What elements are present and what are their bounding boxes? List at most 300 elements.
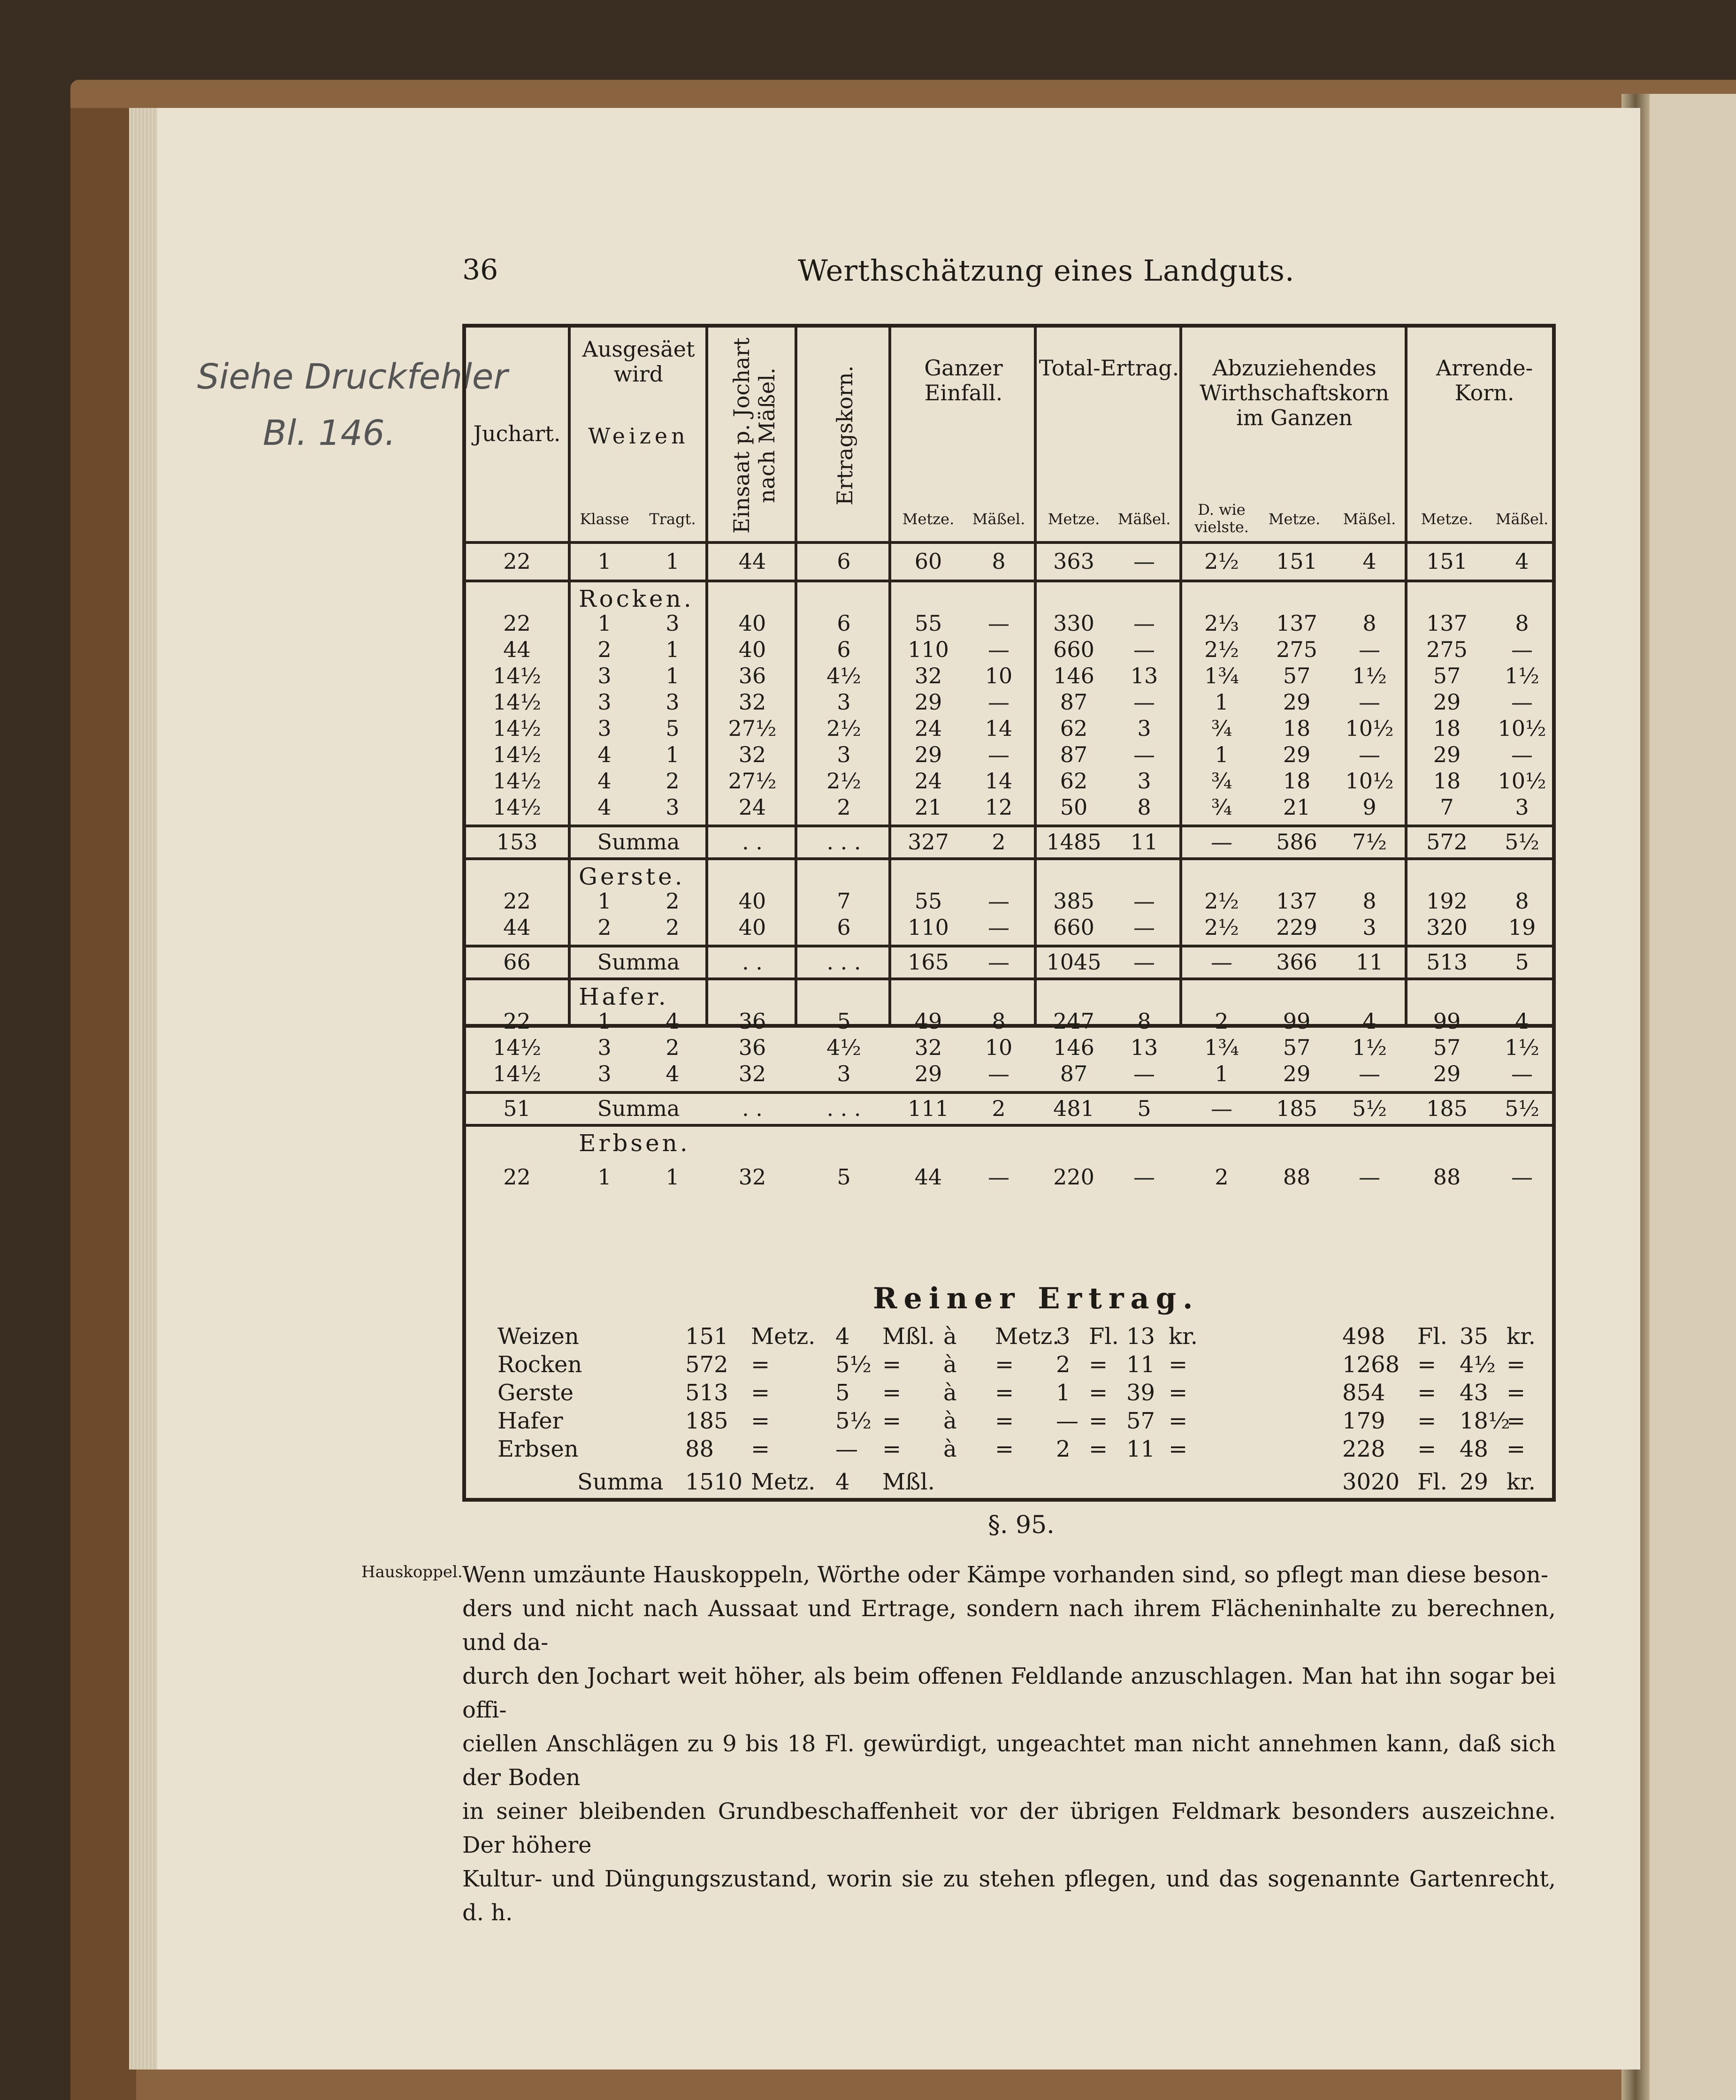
sub-metze: Metze.	[1048, 510, 1100, 528]
table-cell: 44	[503, 637, 531, 662]
table-cell: 1½	[1505, 663, 1539, 688]
table-cell: 87	[1060, 742, 1088, 767]
handwritten-note-line1: Siehe Druckfehler	[197, 357, 508, 397]
table-cell: 29	[1433, 1061, 1461, 1086]
table-cell: 3	[597, 689, 612, 715]
summa-cell: —	[988, 949, 1009, 975]
col-line	[568, 328, 571, 1024]
net-yield-name: Erbsen	[497, 1436, 579, 1462]
table-cell: 14	[985, 716, 1013, 741]
net-yield-tfu: =	[1417, 1380, 1437, 1406]
sub-metze: Metze.	[902, 510, 955, 528]
table-cell: 2	[597, 915, 612, 940]
paragraph-line: in seiner bleibenden Grundbeschaffenheit vor der übrigen Feldmark besonders auszeichne. Der höhere	[462, 1798, 1556, 1858]
table-cell: —	[1133, 1061, 1155, 1086]
table-cell: 32	[738, 742, 766, 767]
sub-metze: Metze.	[1268, 510, 1321, 528]
table-cell: —	[1133, 915, 1155, 940]
table-cell: 3	[837, 689, 851, 715]
summa-cell: 111	[908, 1096, 949, 1121]
table-cell: —	[988, 637, 1009, 662]
net-yield-m: 5½	[835, 1408, 872, 1434]
net-yield-m: 4	[835, 1323, 850, 1350]
crop-label: Erbsen.	[579, 1130, 690, 1157]
net-yield-tku: kr.	[1507, 1323, 1536, 1350]
table-cell: 9	[1362, 794, 1377, 820]
net-yield-fu: =	[1089, 1408, 1108, 1434]
table-cell: 24	[914, 716, 942, 741]
summa-cell: 165	[908, 949, 949, 975]
table-cell: 14½	[492, 716, 542, 741]
net-yield-a: à	[943, 1408, 957, 1434]
table-cell: ¾	[1211, 768, 1232, 794]
table-cell: 12	[985, 794, 1013, 820]
col-einsaat: Einsaat p. Jochart nach Mäßel.	[729, 337, 780, 534]
sub-maessel: Mäßel.	[1495, 510, 1549, 528]
net-yield-fu: =	[1089, 1380, 1108, 1406]
summa-cell: 1045	[1046, 949, 1101, 975]
table-cell: —	[1511, 637, 1533, 662]
paragraph-line: ders und nicht nach Aussaat und Ertrage, sondern nach ihrem Flächeninhalte zu berechnen, und da-	[462, 1596, 1556, 1656]
net-yield-row	[497, 1408, 1539, 1435]
table-cell: 2	[665, 888, 680, 914]
net-yield-tkr: 48	[1460, 1436, 1489, 1462]
table-cell: 22	[503, 611, 531, 636]
table-cell: 1	[1215, 742, 1229, 767]
net-yield-tfl: 228	[1342, 1436, 1385, 1462]
table-cell: —	[988, 689, 1009, 715]
table-cell: 18	[1283, 768, 1311, 794]
summa-cell: . . .	[826, 949, 861, 975]
summa-cell: 5	[1137, 1096, 1151, 1121]
table-cell: 13	[1130, 663, 1158, 688]
summa-cell: 51	[503, 1096, 531, 1121]
handwritten-note-line2: Bl. 146.	[263, 413, 396, 453]
net-yield-m: 5½	[835, 1352, 872, 1378]
table-cell: 3	[1137, 768, 1151, 794]
table-cell: 57	[1433, 663, 1461, 688]
table-cell: 14½	[492, 689, 542, 715]
table-cell: 247	[1053, 1008, 1094, 1034]
table-cell: 87	[1060, 689, 1088, 715]
table-cell: 62	[1060, 768, 1088, 794]
net-yield-qty: 513	[685, 1380, 728, 1406]
row-rule	[466, 825, 1552, 827]
table-cell: 88	[1433, 1164, 1461, 1190]
net-yield-fl: 2	[1056, 1436, 1071, 1462]
net-yield-name: Gerste	[497, 1380, 574, 1406]
net-yield-pm: =	[995, 1408, 1014, 1434]
table-cell: 2	[665, 915, 680, 940]
net-yield-a: à	[943, 1436, 957, 1462]
table-cell: 18	[1433, 716, 1461, 741]
table-cell: 29	[1283, 1061, 1311, 1086]
table-cell: 3	[1137, 716, 1151, 741]
paragraph-line: ciellen Anschlägen zu 9 bis 18 Fl. gewürdigt, ungeachtet man nicht annehmen kann, daß sich der Boden	[462, 1731, 1556, 1791]
table-cell: —	[988, 888, 1009, 914]
net-yield-tkr: 43	[1460, 1380, 1489, 1406]
table-cell: 8	[1362, 888, 1377, 914]
table-cell: 4	[1362, 1008, 1377, 1034]
yield-table	[462, 324, 1556, 1190]
net-yield-tku: =	[1507, 1408, 1526, 1434]
table-cell: 2	[665, 1035, 680, 1060]
table-cell: 385	[1053, 888, 1094, 914]
table-cell: 32	[738, 689, 766, 715]
summa-cell: 1485	[1046, 829, 1101, 855]
table-cell: 330	[1053, 611, 1094, 636]
table-cell: —	[1511, 1061, 1533, 1086]
table-cell: —	[1359, 1061, 1380, 1086]
table-cell: 99	[1433, 1008, 1461, 1034]
net-yield-tku: =	[1507, 1380, 1526, 1406]
table-cell: 6	[837, 611, 851, 636]
sub-metze: Metze.	[1421, 510, 1473, 528]
table-cell: 10½	[1498, 768, 1546, 794]
table-cell: 44	[914, 1164, 942, 1190]
table-cell: 29	[1433, 689, 1461, 715]
net-yield-m: 5	[835, 1380, 850, 1406]
table-cell: —	[988, 1061, 1009, 1086]
net-yield-row	[497, 1352, 1539, 1379]
table-cell: 5	[837, 1008, 851, 1034]
net-yield-u1: =	[751, 1380, 770, 1406]
table-cell: 10	[985, 663, 1013, 688]
table-cell: 1	[665, 742, 680, 767]
net-yield-tku: =	[1507, 1436, 1526, 1462]
table-cell: —	[1359, 637, 1380, 662]
table-cell: 110	[908, 637, 949, 662]
section-number: §. 95.	[988, 1511, 1055, 1539]
net-yield-fu: =	[1089, 1436, 1108, 1462]
col-line	[795, 328, 797, 1024]
net-yield-qty: 572	[685, 1352, 728, 1378]
summa-cell: Summa	[597, 1096, 680, 1121]
net-yield-tfl: 1268	[1342, 1352, 1400, 1378]
net-yield-kr: 11	[1126, 1436, 1155, 1462]
net-yield-tkr: 18½	[1460, 1408, 1510, 1434]
table-cell: 29	[1283, 742, 1311, 767]
table-cell: 29	[1433, 742, 1461, 767]
table-cell: 6	[837, 915, 851, 940]
col-weizen: Weizen	[588, 423, 689, 449]
table-cell: 8	[1515, 611, 1529, 636]
net-yield-u2: =	[882, 1408, 902, 1434]
table-cell: 10½	[1345, 716, 1394, 741]
table-cell: 1	[665, 1164, 680, 1190]
table-cell: 18	[1433, 768, 1461, 794]
table-cell: 40	[738, 915, 766, 940]
net-yield-fl: —	[1056, 1408, 1078, 1434]
table-cell: 57	[1283, 1035, 1311, 1060]
net-yield-tfu: =	[1417, 1352, 1437, 1378]
paragraph	[462, 1558, 1556, 1930]
table-cell: 2½	[1204, 915, 1239, 940]
table-cell: 1	[1215, 689, 1229, 715]
table-cell: —	[1511, 689, 1533, 715]
table-cell: 36	[738, 663, 766, 688]
table-cell: 1	[597, 549, 612, 574]
col-total-ertrag: Total-Ertrag.	[1039, 355, 1179, 381]
table-cell: 36	[738, 1035, 766, 1060]
table-cell: 3	[597, 716, 612, 741]
table-cell: 22	[503, 888, 531, 914]
table-cell: 50	[1060, 794, 1088, 820]
table-cell: 1	[665, 549, 680, 574]
net-yield-u1: =	[751, 1408, 770, 1434]
table-cell: 3	[1362, 915, 1377, 940]
table-cell: 3	[665, 794, 680, 820]
net-yield-u2: =	[882, 1436, 902, 1462]
table-cell: —	[1511, 1164, 1533, 1190]
table-cell: 4½	[826, 1035, 861, 1060]
table-cell: 44	[503, 915, 531, 940]
net-yield-pm: =	[995, 1380, 1014, 1406]
table-cell: 36	[738, 1008, 766, 1034]
table-cell: 1½	[1505, 1035, 1539, 1060]
table-cell: 1	[597, 1008, 612, 1034]
table-cell: 32	[914, 1035, 942, 1060]
summa-cell: 11	[1355, 949, 1384, 975]
col-line	[888, 328, 891, 1024]
row-rule	[466, 977, 1552, 980]
table-cell: 5	[665, 716, 680, 741]
table-cell: 22	[503, 549, 531, 574]
table-cell: 1¾	[1204, 663, 1239, 688]
table-cell: 146	[1053, 663, 1094, 688]
col-klasse: Klasse	[580, 510, 629, 528]
net-yield-tkr: 4½	[1460, 1352, 1496, 1378]
col-juchart: Juchart.	[473, 421, 561, 446]
table-cell: 57	[1283, 663, 1311, 688]
summa-qty: 1510	[685, 1469, 743, 1495]
table-cell: —	[1133, 689, 1155, 715]
table-cell: 7	[1440, 794, 1454, 820]
table-cell: 40	[738, 637, 766, 662]
col-line	[705, 328, 708, 1024]
table-cell: 32	[738, 1061, 766, 1086]
table-cell: 21	[1283, 794, 1311, 820]
net-yield-kr: 39	[1126, 1380, 1155, 1406]
table-cell: 4	[1362, 549, 1377, 574]
table-cell: 137	[1426, 611, 1468, 636]
table-cell: 2½	[826, 768, 861, 794]
table-cell: 110	[908, 915, 949, 940]
table-cell: 24	[914, 768, 942, 794]
net-yield-pm: =	[995, 1436, 1014, 1462]
net-yield-u2: =	[882, 1380, 902, 1406]
table-cell: 13	[1130, 1035, 1158, 1060]
summa-cell: . . .	[826, 829, 861, 855]
summa-cell: —	[1211, 1096, 1232, 1121]
table-cell: 2	[1215, 1164, 1229, 1190]
net-yield-title: Reiner Ertrag.	[873, 1281, 1200, 1315]
table-cell: —	[1359, 1164, 1380, 1190]
table-cell: 55	[914, 611, 942, 636]
table-cell: 8	[992, 1008, 1006, 1034]
table-cell: 4	[665, 1061, 680, 1086]
table-cell: 44	[738, 549, 766, 574]
table-cell: 1	[665, 637, 680, 662]
table-cell: —	[1359, 689, 1380, 715]
summa-cell: 5½	[1505, 829, 1539, 855]
table-cell: —	[988, 1164, 1009, 1190]
row-rule	[466, 580, 1552, 582]
net-yield-a: à	[943, 1323, 957, 1350]
summa-cell: 7½	[1352, 829, 1387, 855]
paragraph-line: Wenn umzäunte Hauskoppeln, Wörthe oder Kämpe vorhanden sind, so pflegt man diese beson-	[462, 1562, 1549, 1588]
net-yield-a: à	[943, 1352, 957, 1378]
summa-cell: 2	[992, 829, 1006, 855]
summa-cell: . . .	[826, 1096, 861, 1121]
col-tragt: Tragt.	[649, 510, 696, 528]
table-cell: 8	[992, 549, 1006, 574]
summa-u2: Mßl.	[882, 1469, 935, 1495]
table-cell: 3	[597, 1035, 612, 1060]
table-cell: —	[1133, 1164, 1155, 1190]
table-cell: 29	[914, 689, 942, 715]
table-cell: 2½	[1204, 637, 1239, 662]
summa-cell: 5½	[1352, 1096, 1387, 1121]
net-yield-tkr: 35	[1460, 1323, 1489, 1350]
table-cell: 19	[1508, 915, 1536, 940]
summa-cell: 5	[1515, 949, 1529, 975]
table-cell: 4	[597, 794, 612, 820]
col-line	[1034, 328, 1037, 1024]
table-cell: 8	[1515, 888, 1529, 914]
summa-cell: —	[1211, 829, 1232, 855]
summa-cell: Summa	[597, 829, 680, 855]
table-cell: 4	[597, 742, 612, 767]
table-cell: 49	[914, 1008, 942, 1034]
paragraph-line: Kultur- und Düngungszustand, worin sie zu stehen pflegen, und das sogenannte Gartenrecht, d. h.	[462, 1866, 1556, 1926]
net-yield-ku: =	[1169, 1380, 1188, 1406]
paragraph-line: durch den Jochart weit höher, als beim offenen Feldlande anzuschlagen. Man hat ihn sogar bei offi-	[462, 1663, 1556, 1723]
table-cell: —	[1359, 742, 1380, 767]
net-yield-summa	[497, 1469, 1539, 1496]
col-line	[1405, 328, 1407, 1024]
table-cell: —	[988, 611, 1009, 636]
table-cell: 1½	[1352, 1035, 1387, 1060]
sub-maessel: Mäßel.	[972, 510, 1025, 528]
net-yield-u2: =	[882, 1352, 902, 1378]
table-cell: 10½	[1498, 716, 1546, 741]
margin-label: Hauskoppel.	[361, 1563, 463, 1581]
net-yield-u1: Metz.	[751, 1323, 816, 1350]
summa-cell: 5½	[1505, 1096, 1539, 1121]
sub-maessel: Mäßel.	[1117, 510, 1171, 528]
summa-cell: 481	[1053, 1096, 1094, 1121]
facing-page	[1643, 94, 1736, 2100]
table-cell: 1	[665, 663, 680, 688]
net-yield-tfu: =	[1417, 1436, 1437, 1462]
table-cell: 1	[597, 888, 612, 914]
table-cell: 2	[1215, 1008, 1229, 1034]
row-rule	[466, 945, 1552, 947]
col-ertragskorn: Ertragskorn.	[832, 365, 857, 506]
table-cell: 32	[738, 1164, 766, 1190]
summa-cell: . .	[742, 949, 763, 975]
table-cell: 8	[1362, 611, 1377, 636]
table-cell: —	[1133, 549, 1155, 574]
table-cell: 2½	[1204, 549, 1239, 574]
table-cell: 24	[738, 794, 766, 820]
summa-cell: 153	[496, 829, 538, 855]
net-yield-row	[497, 1380, 1539, 1407]
table-cell: 10	[985, 1035, 1013, 1060]
summa-cell: 366	[1276, 949, 1317, 975]
row-rule	[466, 857, 1552, 860]
table-cell: 29	[914, 742, 942, 767]
table-cell: 8	[1137, 794, 1151, 820]
sub-maessel: Mäßel.	[1343, 510, 1396, 528]
summa-cell: 185	[1276, 1096, 1317, 1121]
table-cell: 57	[1433, 1035, 1461, 1060]
table-cell: —	[1133, 611, 1155, 636]
net-yield-ku: =	[1169, 1352, 1188, 1378]
table-cell: 220	[1053, 1164, 1094, 1190]
page-number: 36	[462, 253, 498, 286]
table-cell: 229	[1276, 915, 1317, 940]
net-yield-name: Rocken	[497, 1352, 582, 1378]
col-arrende-korn: Arrende-Korn.	[1436, 355, 1533, 405]
table-cell: 3	[837, 742, 851, 767]
net-yield-pm: =	[995, 1352, 1014, 1378]
col-ausgesaet: Ausgesäet wird	[582, 336, 695, 387]
net-yield-name: Hafer	[497, 1408, 563, 1434]
table-cell: 2	[665, 768, 680, 794]
col-ganzer-einfall: Ganzer Einfall.	[924, 355, 1003, 405]
crop-label: Hafer.	[579, 983, 669, 1010]
table-cell: 2	[597, 637, 612, 662]
table-cell: 1½	[1352, 663, 1387, 688]
table-cell: 3	[665, 689, 680, 715]
table-cell: —	[1133, 637, 1155, 662]
summa-cell: 66	[503, 949, 531, 975]
table-cell: 27½	[728, 716, 777, 741]
table-cell: 3	[597, 663, 612, 688]
table-cell: 29	[914, 1061, 942, 1086]
net-yield-fu: =	[1089, 1352, 1108, 1378]
net-yield-tfl: 179	[1342, 1408, 1385, 1434]
table-cell: 151	[1276, 549, 1317, 574]
summa-cell: 586	[1276, 829, 1317, 855]
table-cell: 22	[503, 1008, 531, 1034]
table-cell: ¾	[1211, 716, 1232, 741]
table-cell: 5	[837, 1164, 851, 1190]
net-yield-fl: 3	[1056, 1323, 1071, 1350]
table-cell: 4½	[826, 663, 861, 688]
table-cell: 18	[1283, 716, 1311, 741]
table-cell: 4	[1515, 549, 1529, 574]
net-yield-u1: =	[751, 1436, 770, 1462]
table-cell: 14½	[492, 794, 542, 820]
table-cell: 60	[914, 549, 942, 574]
table-cell: 4	[597, 768, 612, 794]
table-cell: 151	[1426, 549, 1468, 574]
table-cell: 3	[1515, 794, 1529, 820]
net-yield-qty: 185	[685, 1408, 728, 1434]
summa-cell: 11	[1130, 829, 1158, 855]
table-cell: 3	[665, 611, 680, 636]
net-yield-u1: =	[751, 1352, 770, 1378]
col-abzuziehendes: Abzuziehendes Wirthschaftskorn im Ganzen	[1199, 355, 1389, 430]
net-yield-a: à	[943, 1380, 957, 1406]
table-cell: 62	[1060, 716, 1088, 741]
table-cell: 88	[1283, 1164, 1311, 1190]
table-cell: 3	[597, 1061, 612, 1086]
table-cell: 192	[1426, 888, 1468, 914]
